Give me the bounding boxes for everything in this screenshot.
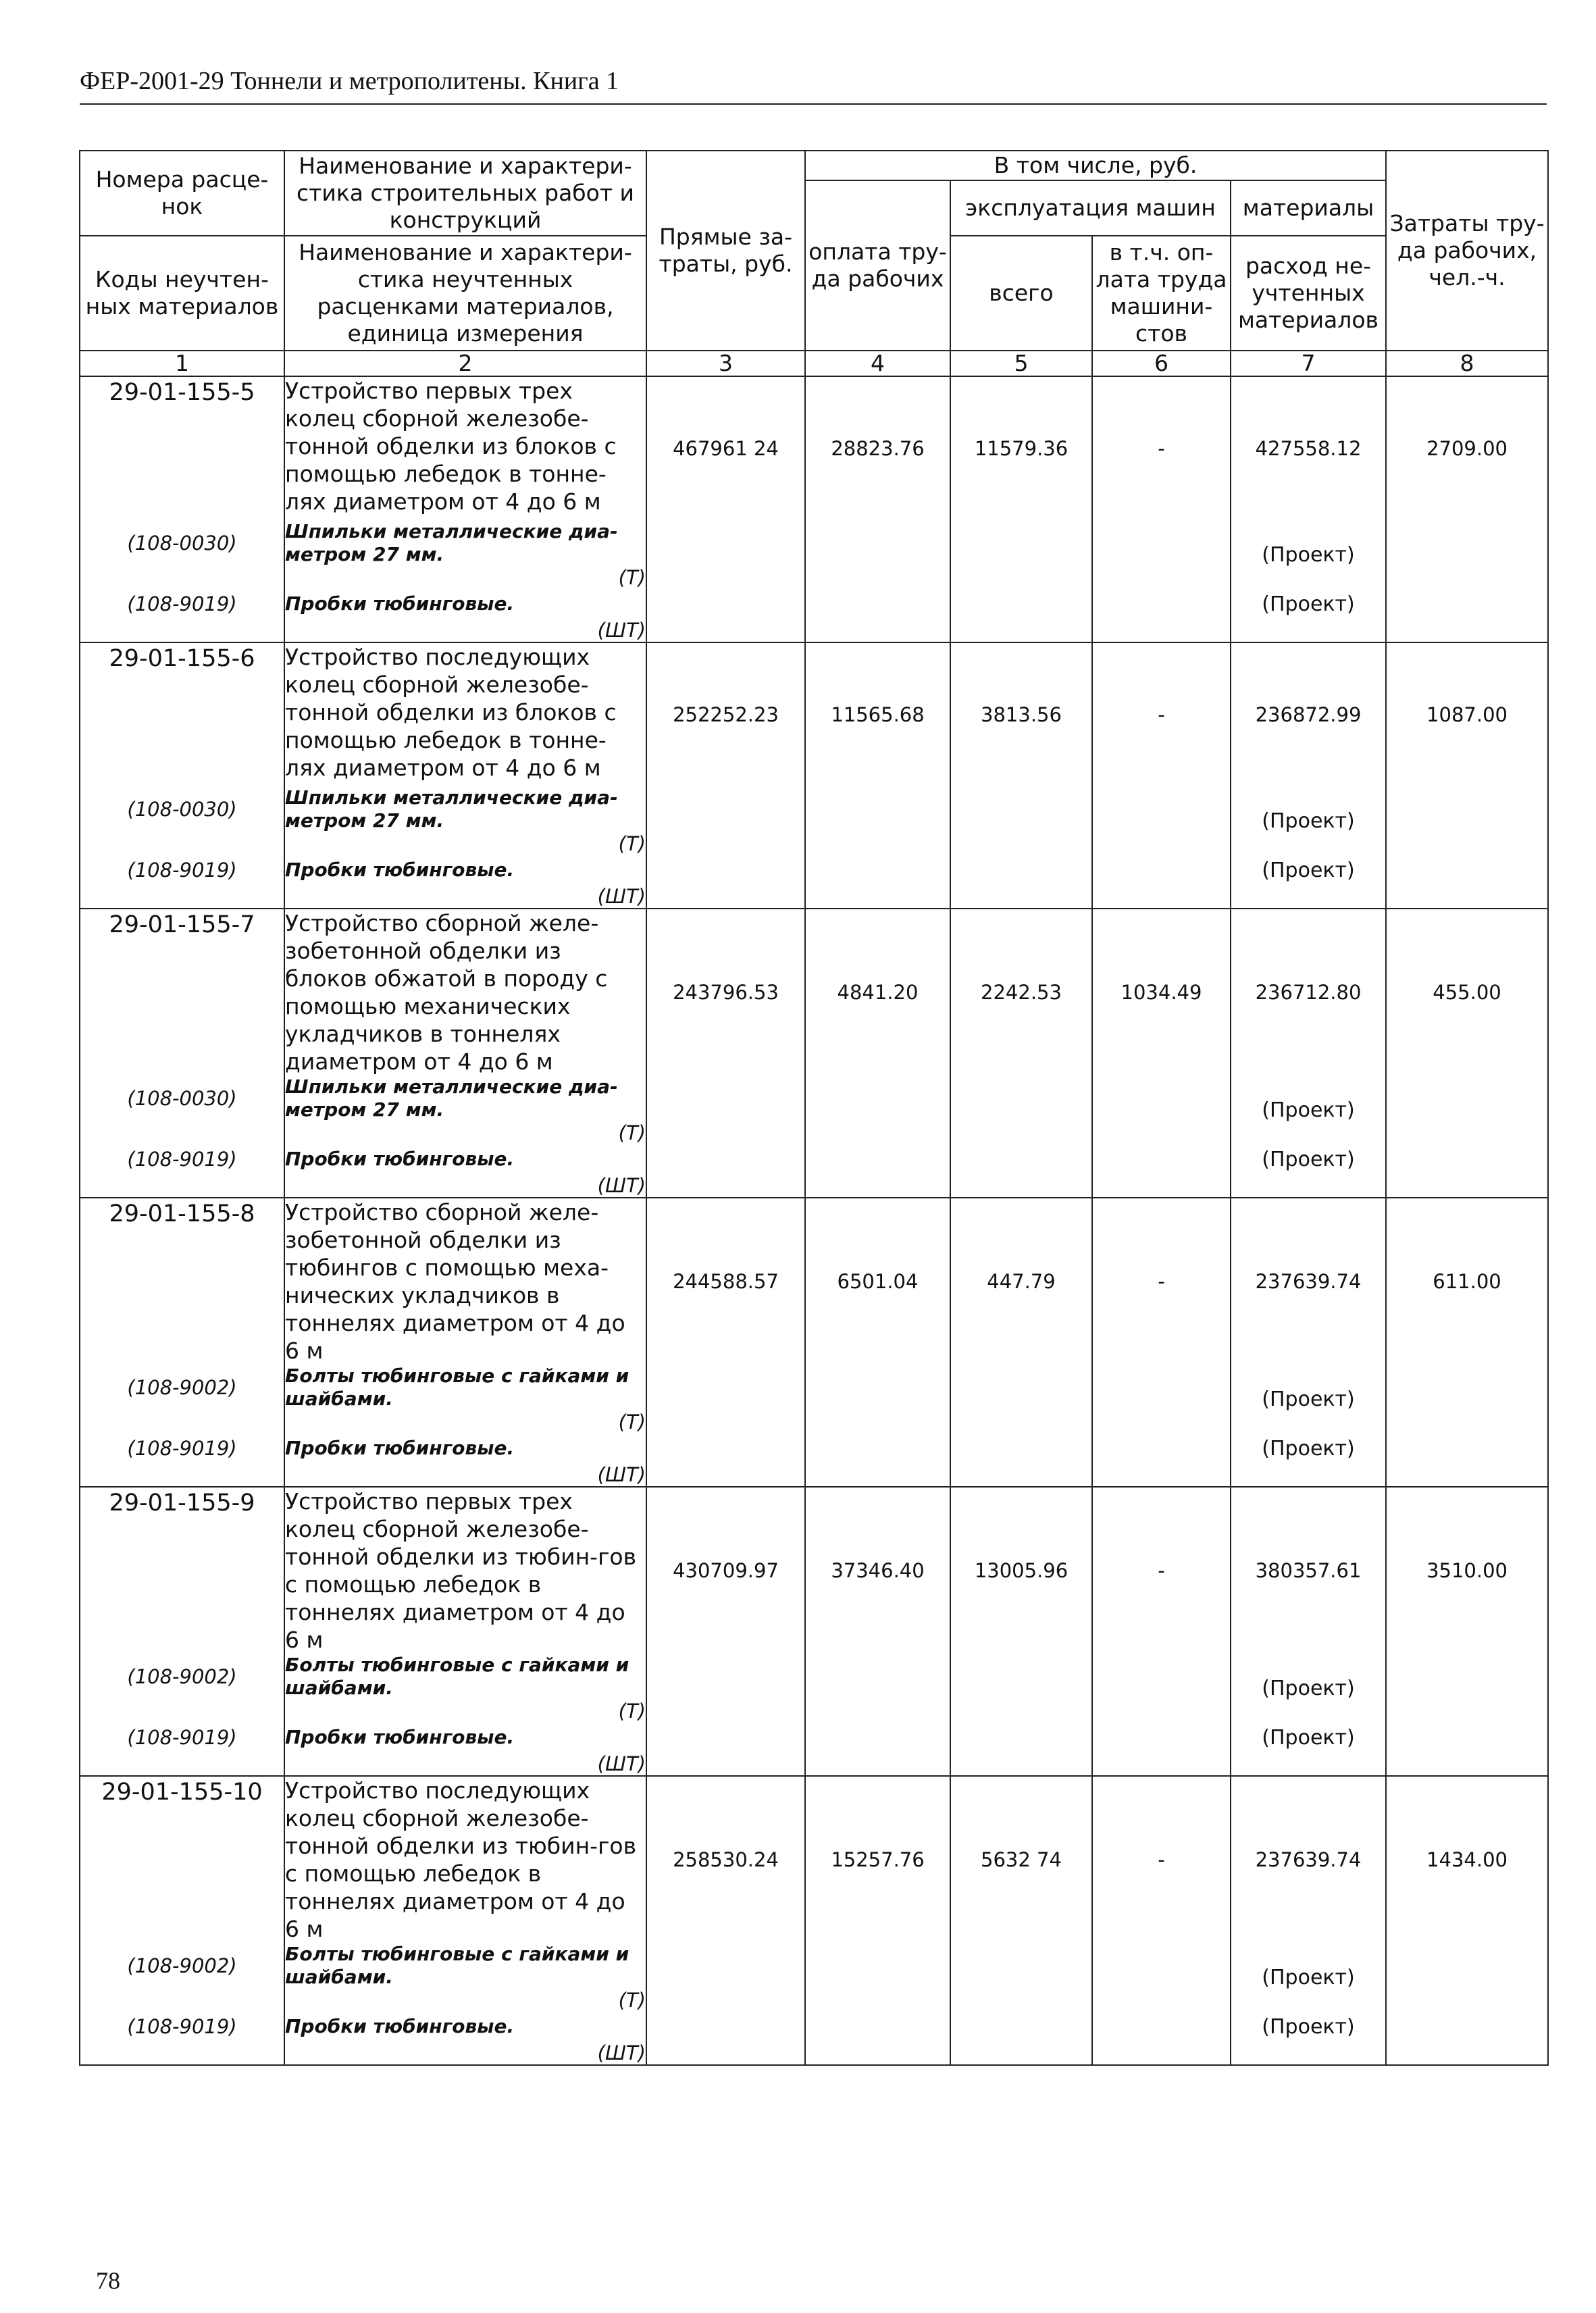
material-unit: (Т) xyxy=(284,832,646,855)
material-value: (Проект) xyxy=(1231,1433,1386,1463)
rate-code: 29-01-155-8 xyxy=(80,1198,284,1365)
material-unit-row xyxy=(80,2041,1548,2065)
material-value: (Проект) xyxy=(1231,855,1386,885)
rate-row xyxy=(80,376,1548,520)
material-name: Болты тюбинговые с гайками и шайбами. xyxy=(284,1365,646,1410)
rate-row xyxy=(80,1198,1548,1365)
header-machines: эксплуатация машин xyxy=(950,180,1231,236)
material-unit: (Т) xyxy=(284,1700,646,1723)
header-materials: материалы xyxy=(1231,180,1386,236)
work-title: Устройство первых трех колец сборной железобе-тонной обделки из тюбин-гов с помощью лебедок в тоннелях диаметром от 4 до 6 м xyxy=(284,1487,646,1654)
rate-code: 29-01-155-5 xyxy=(80,376,284,520)
material-unit: (Т) xyxy=(284,566,646,589)
work-title: Устройство сборной желе-зобетонной обделки из блоков обжатой в породу с помощью механических укладчиков в тоннелях диаметром от 4 до 6 м xyxy=(284,909,646,1075)
machinists-wages: - xyxy=(1092,1198,1231,1365)
labor-hours: 1087.00 xyxy=(1386,642,1548,786)
column-number: 4 xyxy=(805,351,950,376)
material-row xyxy=(80,1433,1548,1463)
machines-total: 2242.53 xyxy=(950,909,1092,1075)
column-numbers-row xyxy=(80,351,1548,376)
material-code: (108-9002) xyxy=(80,1365,284,1410)
column-number: 2 xyxy=(284,351,646,376)
material-value: (Проект) xyxy=(1231,1365,1386,1433)
material-value: (Проект) xyxy=(1231,520,1386,589)
labor-hours: 611.00 xyxy=(1386,1198,1548,1365)
machinists-wages: - xyxy=(1092,1487,1231,1654)
column-number: 6 xyxy=(1092,351,1231,376)
column-number: 3 xyxy=(646,351,805,376)
material-code: (108-9019) xyxy=(80,1144,284,1174)
rate-row xyxy=(80,1487,1548,1654)
rate-row xyxy=(80,642,1548,786)
material-unit: (ШТ) xyxy=(284,1174,646,1198)
column-number: 1 xyxy=(80,351,284,376)
material-value: (Проект) xyxy=(1231,1654,1386,1723)
material-row xyxy=(80,1943,1548,1989)
materials-cost: 236872.99 xyxy=(1231,642,1386,786)
machinists-wages: - xyxy=(1092,1776,1231,1943)
header-rule xyxy=(80,103,1547,105)
wages: 4841.20 xyxy=(805,909,950,1075)
material-row xyxy=(80,1723,1548,1752)
column-number: 5 xyxy=(950,351,1092,376)
column-number: 8 xyxy=(1386,351,1548,376)
header-work-name: Наименование и характери-стика строительных работ и конструкций xyxy=(284,151,646,236)
header-including: В том числе, руб. xyxy=(805,151,1386,180)
material-code: (108-0030) xyxy=(80,786,284,832)
header-direct-costs: Прямые за-траты, руб. xyxy=(646,151,805,351)
material-unit-row xyxy=(80,885,1548,909)
work-title: Устройство последующих колец сборной железобе-тонной обделки из блоков с помощью лебедок в тонне-лях диаметром от 4 до 6 м xyxy=(284,642,646,786)
material-name: Пробки тюбинговые. xyxy=(284,589,646,619)
material-code: (108-9002) xyxy=(80,1943,284,1989)
material-name: Шпильки металлические диа-метром 27 мм. xyxy=(284,786,646,832)
rate-code: 29-01-155-6 xyxy=(80,642,284,786)
rates-table xyxy=(79,150,1549,2066)
header-labor-costs: Затраты тру-да рабочих, чел.-ч. xyxy=(1386,151,1548,351)
material-code: (108-0030) xyxy=(80,520,284,566)
material-code: (108-9019) xyxy=(80,855,284,885)
direct-costs: 467961 24 xyxy=(646,376,805,520)
machines-total: 3813.56 xyxy=(950,642,1092,786)
machines-total: 11579.36 xyxy=(950,376,1092,520)
wages: 37346.40 xyxy=(805,1487,950,1654)
material-value: (Проект) xyxy=(1231,1075,1386,1144)
materials-cost: 237639.74 xyxy=(1231,1776,1386,1943)
material-row xyxy=(80,589,1548,619)
material-unit-row xyxy=(80,619,1548,642)
header-rate-numbers: Номера расце-нок xyxy=(80,151,284,236)
machines-total: 447.79 xyxy=(950,1198,1092,1365)
column-number: 7 xyxy=(1231,351,1386,376)
material-code: (108-9019) xyxy=(80,1723,284,1752)
labor-hours: 2709.00 xyxy=(1386,376,1548,520)
material-value: (Проект) xyxy=(1231,589,1386,619)
work-title: Устройство сборной желе-зобетонной обделки из тюбингов с помощью меха-нических укладчиков в тоннелях диаметром от 4 до 6 м xyxy=(284,1198,646,1365)
material-name: Пробки тюбинговые. xyxy=(284,1433,646,1463)
material-name: Пробки тюбинговые. xyxy=(284,2012,646,2041)
wages: 11565.68 xyxy=(805,642,950,786)
material-row xyxy=(80,2012,1548,2041)
table-body xyxy=(80,376,1548,2065)
material-code: (108-9019) xyxy=(80,1433,284,1463)
rate-code: 29-01-155-10 xyxy=(80,1776,284,1943)
labor-hours: 1434.00 xyxy=(1386,1776,1548,1943)
material-unit: (Т) xyxy=(284,1121,646,1144)
material-name: Пробки тюбинговые. xyxy=(284,1723,646,1752)
material-name: Шпильки металлические диа-метром 27 мм. xyxy=(284,1075,646,1121)
header-wages: оплата тру-да рабочих xyxy=(805,180,950,351)
material-unit-row xyxy=(80,1174,1548,1198)
work-title: Устройство первых трех колец сборной железобе-тонной обделки из блоков с помощью лебедок в тонне-лях диаметром от 4 до 6 м xyxy=(284,376,646,520)
material-value: (Проект) xyxy=(1231,1144,1386,1174)
wages: 28823.76 xyxy=(805,376,950,520)
machinists-wages: 1034.49 xyxy=(1092,909,1231,1075)
rate-row xyxy=(80,1776,1548,1943)
direct-costs: 430709.97 xyxy=(646,1487,805,1654)
material-unit-row xyxy=(80,1752,1548,1776)
direct-costs: 243796.53 xyxy=(646,909,805,1075)
header-unaccounted-materials: расход не-учтенных материалов xyxy=(1231,236,1386,351)
header-material-names: Наименование и характери-стика неучтенных расценками материалов, единица измерения xyxy=(284,236,646,351)
material-row xyxy=(80,786,1548,832)
header-machines-total: всего xyxy=(950,236,1092,351)
material-value: (Проект) xyxy=(1231,1723,1386,1752)
material-unit: (Т) xyxy=(284,1410,646,1433)
rate-code: 29-01-155-9 xyxy=(80,1487,284,1654)
direct-costs: 252252.23 xyxy=(646,642,805,786)
material-unit: (ШТ) xyxy=(284,1463,646,1487)
material-name: Пробки тюбинговые. xyxy=(284,855,646,885)
direct-costs: 258530.24 xyxy=(646,1776,805,1943)
labor-hours: 455.00 xyxy=(1386,909,1548,1075)
material-code: (108-0030) xyxy=(80,1075,284,1121)
material-row xyxy=(80,1654,1548,1700)
material-value: (Проект) xyxy=(1231,1943,1386,2012)
work-title: Устройство последующих колец сборной железобе-тонной обделки из тюбин-гов с помощью лебедок в тоннелях диаметром от 4 до 6 м xyxy=(284,1776,646,1943)
running-header: ФЕР-2001-29 Тоннели и метрополитены. Книга 1 xyxy=(80,67,619,95)
labor-hours: 3510.00 xyxy=(1386,1487,1548,1654)
material-value: (Проект) xyxy=(1231,786,1386,855)
material-name: Пробки тюбинговые. xyxy=(284,1144,646,1174)
material-name: Шпильки металлические диа-метром 27 мм. xyxy=(284,520,646,566)
machinists-wages: - xyxy=(1092,376,1231,520)
material-name: Болты тюбинговые с гайками и шайбами. xyxy=(284,1654,646,1700)
machines-total: 13005.96 xyxy=(950,1487,1092,1654)
material-row xyxy=(80,1144,1548,1174)
page-number: 78 xyxy=(96,2267,120,2294)
direct-costs: 244588.57 xyxy=(646,1198,805,1365)
materials-cost: 236712.80 xyxy=(1231,909,1386,1075)
material-unit: (ШТ) xyxy=(284,885,646,909)
material-unit-row xyxy=(80,1463,1548,1487)
material-row xyxy=(80,520,1548,566)
rate-code: 29-01-155-7 xyxy=(80,909,284,1075)
material-row xyxy=(80,1075,1548,1121)
header-material-codes: Коды неучтен-ных материалов xyxy=(80,236,284,351)
material-value: (Проект) xyxy=(1231,2012,1386,2041)
materials-cost: 427558.12 xyxy=(1231,376,1386,520)
machinists-wages: - xyxy=(1092,642,1231,786)
material-name: Болты тюбинговые с гайками и шайбами. xyxy=(284,1943,646,1989)
material-code: (108-9019) xyxy=(80,589,284,619)
material-code: (108-9019) xyxy=(80,2012,284,2041)
material-unit: (Т) xyxy=(284,1989,646,2012)
header-machinists-wages: в т.ч. оп-лата труда машини-стов xyxy=(1092,236,1231,351)
wages: 6501.04 xyxy=(805,1198,950,1365)
material-row xyxy=(80,1365,1548,1410)
material-unit: (ШТ) xyxy=(284,1752,646,1776)
materials-cost: 380357.61 xyxy=(1231,1487,1386,1654)
rate-row xyxy=(80,909,1548,1075)
wages: 15257.76 xyxy=(805,1776,950,1943)
material-row xyxy=(80,855,1548,885)
materials-cost: 237639.74 xyxy=(1231,1198,1386,1365)
material-unit: (ШТ) xyxy=(284,2041,646,2065)
material-code: (108-9002) xyxy=(80,1654,284,1700)
machines-total: 5632 74 xyxy=(950,1776,1092,1943)
material-unit: (ШТ) xyxy=(284,619,646,642)
table-head xyxy=(80,151,1548,376)
